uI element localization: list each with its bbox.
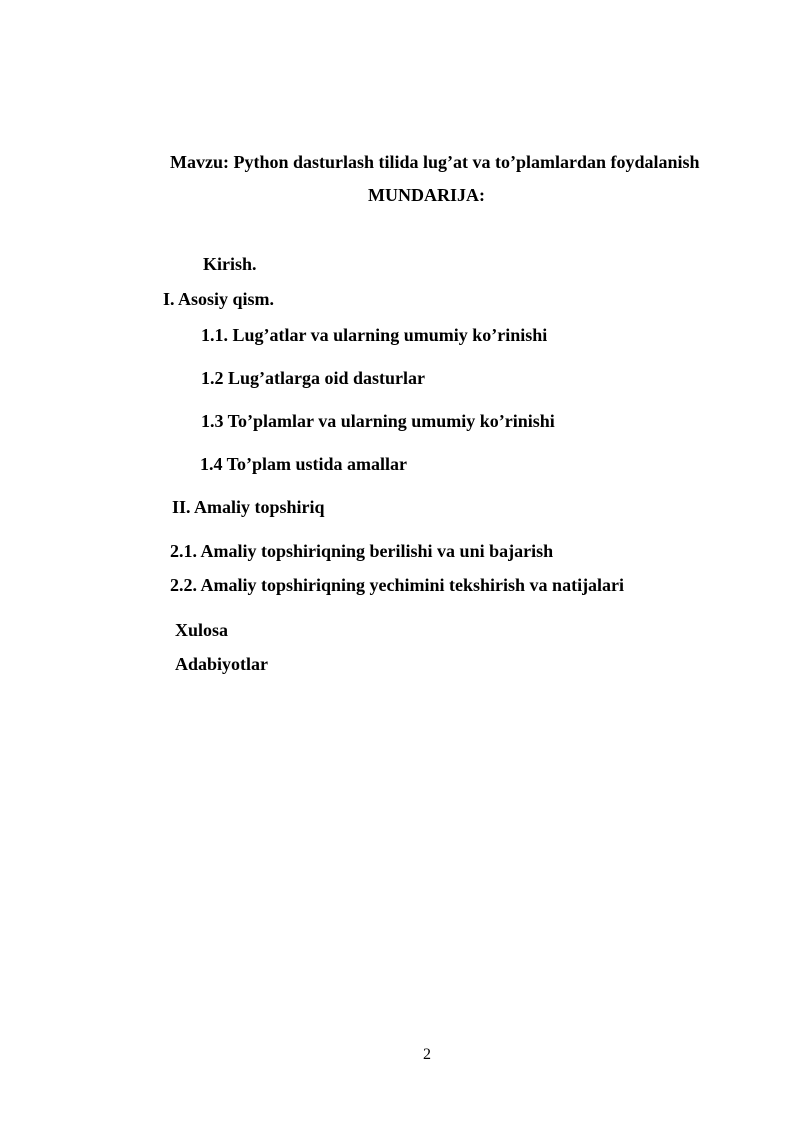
toc-entry-main-part: I. Asosiy qism.	[163, 289, 275, 309]
document-subject: Mavzu: Python dasturlash tilida lug’at va to’plamlardan foydalanish	[170, 152, 700, 172]
toc-entry-1-4: 1.4 To’plam ustida amallar	[200, 454, 408, 474]
toc-heading: MUNDARIJA:	[368, 185, 485, 205]
toc-entry-practical-task: II. Amaliy topshiriq	[172, 497, 325, 517]
toc-entry-2-2: 2.2. Amaliy topshiriqning yechimini tekshirish va natijalari	[170, 575, 625, 595]
toc-entry-1-2: 1.2 Lug’atlarga oid dasturlar	[201, 368, 426, 388]
toc-entry-introduction: Kirish.	[203, 254, 257, 274]
toc-entry-1-3: 1.3 To’plamlar va ularning umumiy ko’rinishi	[201, 411, 555, 431]
toc-entry-1-1: 1.1. Lug’atlar va ularning umumiy ko’rinishi	[201, 325, 548, 345]
toc-entry-references: Adabiyotlar	[175, 654, 269, 674]
toc-entry-conclusion: Xulosa	[175, 620, 229, 640]
page-number: 2	[423, 1046, 431, 1063]
toc-entry-2-1: 2.1. Amaliy topshiriqning berilishi va uni bajarish	[170, 541, 554, 561]
